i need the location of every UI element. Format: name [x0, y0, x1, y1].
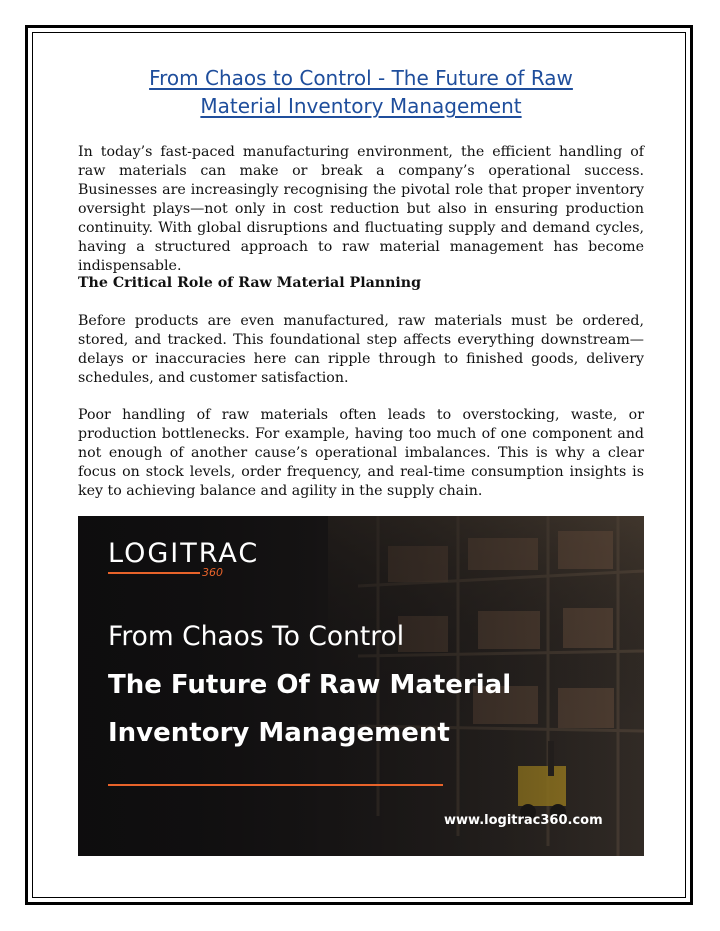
document-title: [78, 64, 644, 120]
body-paragraph-2: Before products are even manufactured, raw materials must be ordered, stored, and tracked. This foundational step affects everything downstream—delays or inaccuracies here can ripple through to finished goods, delivery schedules, and customer satisfaction.: [78, 313, 644, 386]
banner-heading-line3: Inventory Management: [108, 718, 450, 748]
intro-paragraph: In today’s fast-paced manufacturing environment, the efficient handling of raw materials can make or break a company’s operational success. Businesses are increasingly recognising the pivotal role that proper inventory oversight plays—not only in cost reduction but also in ensuring production continuity. With global disruptions and fluctuating supply and demand cycles, having a structured approach to raw material management has become indispensable.: [78, 144, 644, 274]
document-title-line2: Material Inventory Management: [200, 94, 522, 118]
banner-heading-line2: The Future Of Raw Material: [108, 670, 512, 700]
banner-heading-line1: From Chaos To Control: [108, 621, 405, 652]
section-heading: The Critical Role of Raw Material Planning: [78, 275, 422, 291]
logo-number: 360: [202, 566, 223, 579]
banner-divider: [108, 784, 443, 786]
body-paragraph-3: Poor handling of raw materials often leads to overstocking, waste, or production bottlenecks. For example, having too much of one component and not enough of another cause’s operational imbalances. This is why a clear focus on stock levels, order frequency, and real-time consumption insights is key to achieving balance and agility in the supply chain.: [78, 407, 644, 499]
logo-underline: [108, 572, 200, 574]
promo-banner-image: [78, 516, 644, 856]
document-title-line1: From Chaos to Control - The Future of Raw: [149, 66, 573, 90]
banner-url: www.logitrac360.com: [444, 813, 603, 828]
logitrac-logo: LOGITRAC: [108, 538, 260, 569]
